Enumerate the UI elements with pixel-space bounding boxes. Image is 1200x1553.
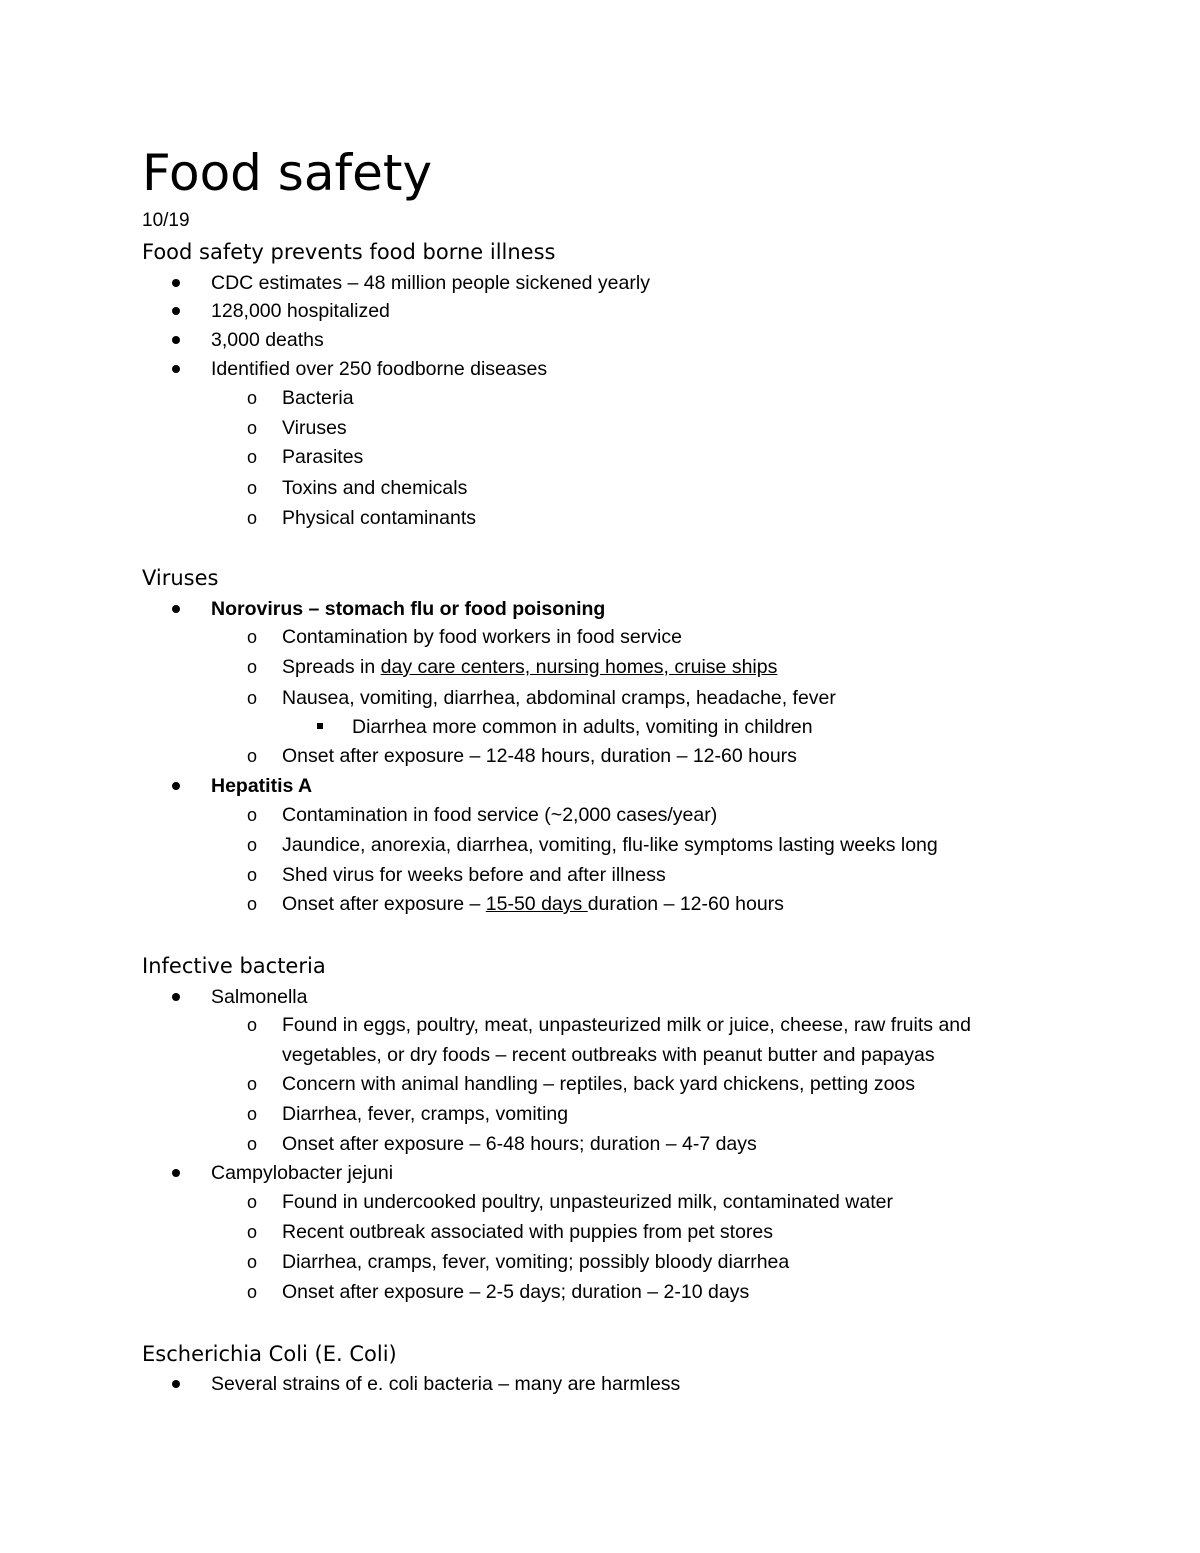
list-item-text: Shed virus for weeks before and after illness [282, 864, 666, 886]
section-heading-infective-bacteria: Infective bacteria [142, 954, 326, 978]
sub-list-item [246, 473, 468, 503]
sub-list-item [246, 503, 477, 533]
underlined-places: day care centers, nursing homes, cruise ships [380, 656, 778, 678]
bullet-marker [170, 982, 182, 1012]
sub-bullet-marker: o [246, 1134, 257, 1154]
sub-bullet-marker: o [246, 746, 257, 766]
list-item-text: Toxins and chemicals [282, 477, 468, 499]
list-item [211, 268, 650, 298]
bullet-marker [170, 771, 182, 801]
section-heading-e-coli: Escherichia Coli (E. Coli) [142, 1342, 397, 1366]
bullet-marker [170, 594, 182, 624]
sub-bullet-marker: o [246, 388, 257, 408]
list-item-text: Campylobacter jejuni [211, 1162, 394, 1184]
list-item [211, 325, 324, 355]
sub-list-item [246, 741, 797, 771]
bullet-marker [170, 268, 182, 298]
sub-list-item [246, 1010, 971, 1040]
list-item-text: Diarrhea, fever, cramps, vomiting [282, 1103, 569, 1125]
sub-list-item [246, 1099, 569, 1129]
document-date: 10/19 [142, 210, 190, 231]
list-item-text: Spreads in [282, 656, 381, 678]
list-item-text: Found in undercooked poultry, unpasteurized milk, contaminated water [282, 1191, 893, 1213]
sub-list-item [246, 442, 364, 472]
sub-bullet-marker: o [246, 508, 257, 528]
bullet-marker [170, 354, 182, 384]
list-item-text: vegetables, or dry foods – recent outbreaks with peanut butter and papayas [282, 1044, 935, 1066]
document-title: Food safety [142, 144, 433, 202]
sub-sub-list-item [352, 712, 813, 742]
sub-list-item [246, 1129, 757, 1159]
sub-list-item [246, 889, 784, 919]
sub-list-item [246, 830, 938, 860]
list-item-text: Concern with animal handling – reptiles, back yard chickens, petting zoos [282, 1073, 916, 1095]
list-item-text: Onset after exposure – 6-48 hours; duration – 4-7 days [282, 1133, 757, 1155]
list-item-text: Bacteria [282, 387, 354, 409]
list-item-text: Jaundice, anorexia, diarrhea, vomiting, flu-like symptoms lasting weeks long [282, 834, 938, 856]
section-heading-viruses: Viruses [142, 566, 219, 590]
sub-list-item [246, 683, 836, 713]
list-item-text: Parasites [282, 446, 364, 468]
list-item [211, 296, 390, 326]
list-item-text: Onset after exposure – 2-5 days; duration – 2-10 days [282, 1281, 750, 1303]
list-item-text: Recent outbreak associated with puppies from pet stores [282, 1221, 774, 1243]
list-item [211, 1369, 680, 1399]
list-item-text: Salmonella [211, 986, 308, 1008]
list-item [211, 771, 312, 801]
sub-bullet-marker: o [246, 1222, 257, 1242]
list-item-text: Nausea, vomiting, diarrhea, abdominal cramps, headache, fever [282, 687, 836, 709]
sub-bullet-marker: o [246, 1192, 257, 1212]
sub-list-item [246, 1247, 790, 1277]
list-item-text: Found in eggs, poultry, meat, unpasteurized milk or juice, cheese, raw fruits and [282, 1014, 971, 1036]
sub-bullet-marker: o [246, 627, 257, 647]
list-item-text: duration – 12-60 hours [587, 893, 784, 915]
sub-list-item [246, 652, 778, 682]
sub-list-item-continuation [282, 1040, 935, 1070]
list-item-text: Contamination in food service (~2,000 cases/year) [282, 804, 718, 826]
list-item [211, 354, 547, 384]
sub-list-item [246, 1187, 893, 1217]
list-item-text: Norovirus – stomach flu or food poisoning [211, 598, 606, 620]
sub-bullet-marker: o [246, 1282, 257, 1302]
section-heading-food-safety: Food safety prevents food borne illness [142, 240, 556, 264]
sub-list-item [246, 1217, 774, 1247]
sub-bullet-marker: o [246, 1074, 257, 1094]
sub-bullet-marker: o [246, 688, 257, 708]
list-item [211, 594, 605, 624]
bullet-marker [170, 325, 182, 355]
list-item-text: Viruses [282, 417, 347, 439]
sub-list-item [246, 1069, 916, 1099]
sub-bullet-marker: o [246, 1104, 257, 1124]
bullet-marker [170, 1158, 182, 1188]
sub-bullet-marker: o [246, 657, 257, 677]
list-item-text: 3,000 deaths [211, 329, 324, 351]
bullet-marker [170, 296, 182, 326]
sub-list-item [246, 1277, 750, 1307]
sub-bullet-marker: o [246, 835, 257, 855]
list-item-text: Several strains of e. coli bacteria – many are harmless [211, 1373, 681, 1395]
list-item-text: Onset after exposure – 12-48 hours, duration – 12-60 hours [282, 745, 797, 767]
square-bullet-marker [314, 712, 326, 742]
sub-list-item [246, 383, 354, 413]
sub-bullet-marker: o [246, 447, 257, 467]
list-item-text: Physical contaminants [282, 507, 477, 529]
sub-bullet-marker: o [246, 1015, 257, 1035]
bullet-marker [170, 1369, 182, 1399]
list-item-text: CDC estimates – 48 million people sickened yearly [211, 272, 650, 294]
sub-bullet-marker: o [246, 894, 257, 914]
sub-list-item [246, 800, 718, 830]
sub-bullet-marker: o [246, 805, 257, 825]
sub-list-item [246, 622, 682, 652]
list-item-text: Diarrhea, cramps, fever, vomiting; possibly bloody diarrhea [282, 1251, 790, 1273]
sub-bullet-marker: o [246, 865, 257, 885]
sub-bullet-marker: o [246, 1252, 257, 1272]
list-item-text: Contamination by food workers in food service [282, 626, 682, 648]
list-item-text: Hepatitis A [211, 775, 313, 797]
list-item-text: Onset after exposure – [282, 893, 486, 915]
sub-bullet-marker: o [246, 478, 257, 498]
underlined-days: 15-50 days [485, 893, 588, 915]
list-item-text: Identified over 250 foodborne diseases [211, 358, 548, 380]
sub-bullet-marker: o [246, 418, 257, 438]
list-item-text: Diarrhea more common in adults, vomiting in children [352, 716, 813, 738]
list-item-text: 128,000 hospitalized [211, 300, 390, 322]
sub-list-item [246, 860, 666, 890]
sub-list-item [246, 413, 347, 443]
list-item [211, 1158, 393, 1188]
list-item [211, 982, 307, 1012]
